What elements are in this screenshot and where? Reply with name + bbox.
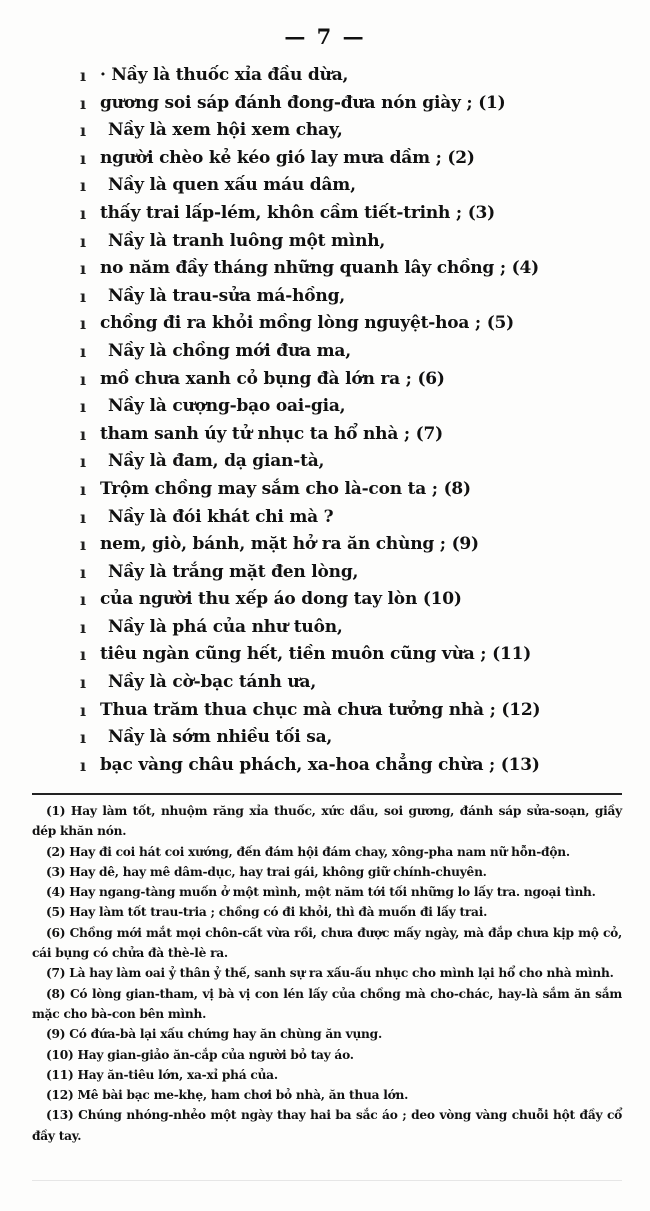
verse-line [80,145,625,173]
verse-line [80,669,625,697]
footnote: (1) Hay làm tốt, nhuộm răng xỉa thuốc, xức dầu, soi gương, đánh sáp sửa-soạn, giầy dép khăn nón. [32,804,622,839]
verse-text: người chèo kẻ kéo gió lay mưa dầm ; (2) [100,147,475,168]
footnote: (8) Có lòng gian-tham, vị bà vị con lén lấy của chồng mà cho-chác, hay-là sắm ăn sắm mặc cho bà-con bên mình. [32,986,622,1021]
margin-mark: ı [80,424,86,444]
verse-line [80,338,625,366]
margin-mark: ı [80,507,86,527]
verse-line [80,366,625,394]
verse-text: của người thu xếp áo dong tay lòn (10) [100,589,462,610]
verse-text: Nầy là trau-sửa má-hồng, [108,285,345,306]
verse-text: Nầy là cượng-bạo oai-gia, [108,396,346,417]
verse-text: Nầy là tranh luông một mình, [108,230,386,251]
verse-line [80,641,625,669]
footnote: (3) Hay dê, hay mê dâm-dục, hay trai gái, không giữ chính-chuyên. [46,864,487,879]
footnote: (2) Hay đi coi hát coi xướng, đến đám hội đám chay, xông-pha nam nữ hỗn-độn. [46,844,570,859]
verse-line [80,283,625,311]
verse-line [80,200,625,228]
verse-text: · Nầy là thuốc xỉa đầu dừa, [100,65,349,85]
margin-mark: ı [80,341,86,361]
margin-mark: ı [80,231,86,251]
verse-line [80,476,625,504]
verse-line [80,614,625,642]
verse-line [80,724,625,752]
footnote: (13) Chúng nhóng-nhẻo một ngày thay hai ba sắc áo ; deo vòng vàng chuỗi hột đầy cổ đầy tay. [32,1108,622,1143]
verse-text: tham sanh úy tử nhục ta hổ nhà ; (7) [100,423,443,444]
verse-text: Nầy là quen xấu máu dâm, [108,175,356,196]
verse-text: chồng đi ra khỏi mồng lòng nguyệt-hoa ; (5) [100,313,515,334]
verse-text: Nầy là chồng mới đưa ma, [108,340,351,361]
verse-text: mồ chưa xanh cỏ bụng đà lớn ra ; (6) [100,368,445,389]
verse-text: Nầy là trắng mặt đen lòng, [108,561,359,582]
footnote-divider [32,793,622,795]
margin-mark: ı [80,286,86,306]
footnote: (7) Là hay làm oai ỷ thân ỷ thế, sanh sự ra xấu-ấu nhục cho mình lại hổ cho nhà mình. [46,966,614,981]
verse-text: Thua trăm thua chục mà chưa tưởng nhà ; (12) [100,699,541,720]
verse-line [80,504,625,532]
verse-line [80,90,625,118]
margin-mark: ı [80,590,86,610]
verse-text: Nầy là xem hội xem chay, [108,120,343,141]
margin-mark: ı [80,93,86,113]
footnote: (9) Có đứa-bà lại xấu chứng hay ăn chùng ăn vụng. [46,1027,382,1042]
margin-mark: ı [80,673,86,693]
verse-block [80,62,625,779]
verse-line [80,62,625,90]
verse-text: no năm đầy tháng những quanh lây chồng ; (4) [100,258,539,279]
margin-mark: ı [80,148,86,168]
margin-mark: ı [80,397,86,417]
margin-mark: ı [80,479,86,499]
margin-mark: ı [80,121,86,141]
footnote: (4) Hay ngang-tàng muốn ở một mình, một năm tới tối những lo lấy tra. ngoại tình. [46,885,596,900]
verse-text: Trộm chồng may sắm cho là-con ta ; (8) [100,478,471,499]
margin-mark: ı [80,452,86,472]
verse-line [80,117,625,145]
verse-line [80,697,625,725]
verse-line [80,448,625,476]
verse-line [80,559,625,587]
footnote: (10) Hay gian-giảo ăn-cắp của người bỏ tay áo. [46,1047,354,1062]
margin-mark: ı [80,755,86,775]
verse-text: Nầy là cờ-bạc tánh ưa, [108,672,317,693]
verse-line [80,752,625,780]
verse-text: Nầy là đam, dạ gian-tà, [108,451,325,472]
verse-text: Nầy là phá của như tuôn, [108,616,343,637]
page-bottom-edge [32,1180,622,1181]
verse-line [80,228,625,256]
verse-text: nem, giò, bánh, mặt hở ra ăn chùng ; (9) [100,534,479,555]
verse-text: bạc vàng châu phách, xa-hoa chẳng chừa ; (13) [100,754,540,775]
margin-mark: ı [80,562,86,582]
page-number: — 7 — [284,24,366,49]
margin-mark: ı [80,728,86,748]
footnote: (11) Hay ăn-tiêu lớn, xa-xỉ phá của. [46,1067,278,1082]
verse-line [80,531,625,559]
verse-text: Nầy là sớm nhiều tối sa, [108,727,333,748]
verse-line [80,421,625,449]
verse-line [80,255,625,283]
footnote: (6) Chồng mới mắt mọi chôn-cất vừa rồi, chưa được mấy ngày, mà đắp chưa kịp mộ cỏ, cái bụng có chửa đà thè-lè ra. [32,925,622,961]
margin-mark: ı [80,369,86,389]
margin-mark: ı [80,535,86,555]
footnotes-block [32,801,622,1146]
margin-mark: ı [80,700,86,720]
margin-mark: ı [80,259,86,279]
verse-text: gương soi sáp đánh đong-đưa nón giày ; (1) [100,92,506,113]
verse-line [80,172,625,200]
margin-mark: ı [80,645,86,665]
footnote: (12) Mê bài bạc me-khẹ, ham chơi bỏ nhà, ăn thua lớn. [46,1088,409,1103]
verse-line [80,586,625,614]
margin-mark: ı [80,66,86,85]
footnote: (5) Hay làm tốt trau-tria ; chồng có đi khỏi, thì đà muốn đi lấy trai. [46,905,488,920]
verse-text: thấy trai lấp-lém, khôn cầm tiết-trinh ; (3) [100,202,496,223]
verse-text: Nầy là đói khát chi mà ? [108,506,334,527]
margin-mark: ı [80,314,86,334]
margin-mark: ı [80,176,86,196]
verse-line [80,310,625,338]
margin-mark: ı [80,203,86,223]
verse-text: tiêu ngàn cũng hết, tiền muôn cũng vừa ; (11) [100,644,532,665]
margin-mark: ı [80,617,86,637]
verse-line [80,393,625,421]
